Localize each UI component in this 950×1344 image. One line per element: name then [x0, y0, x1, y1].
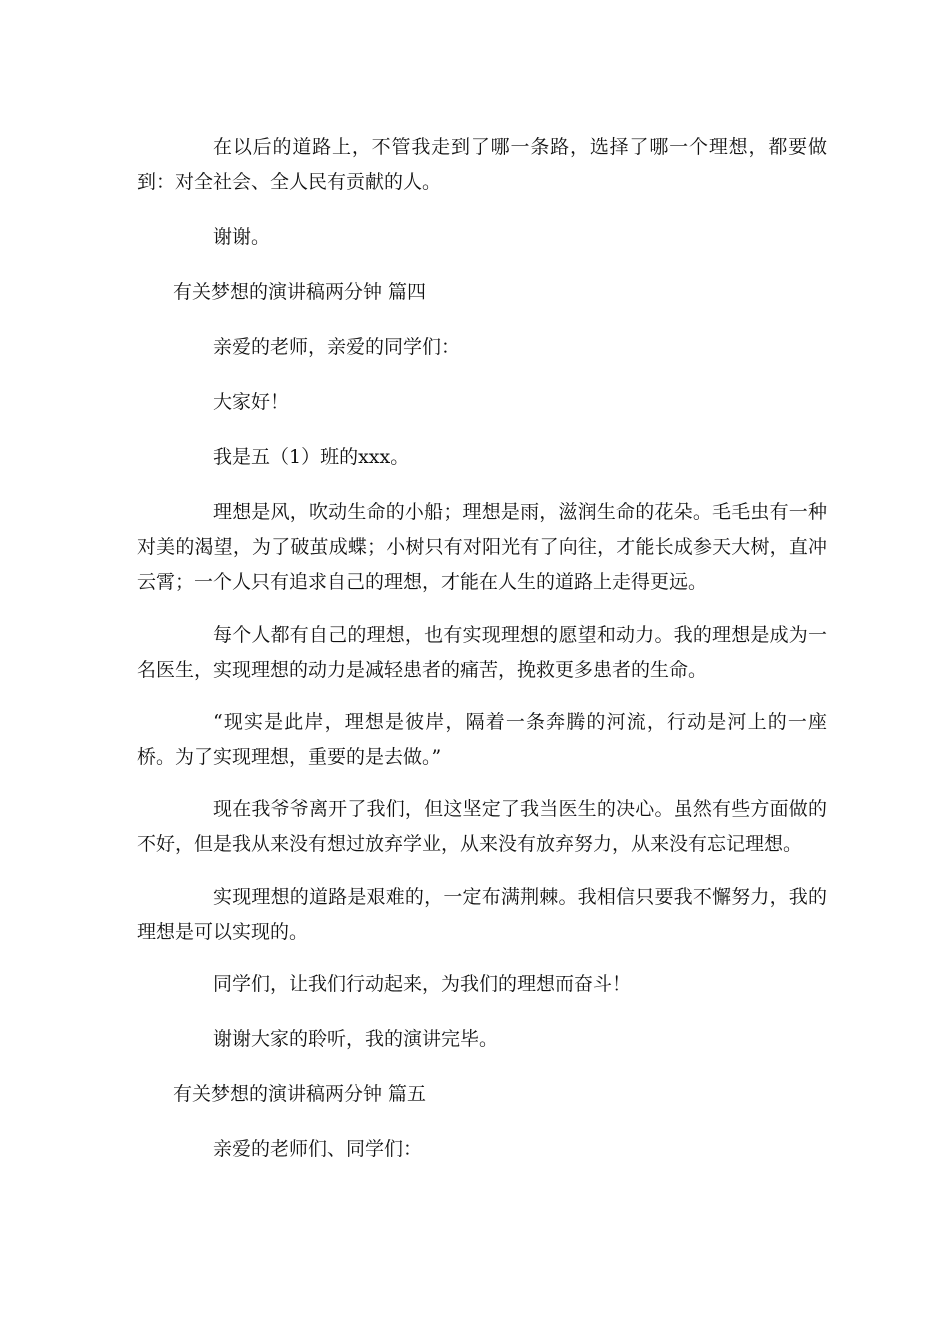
paragraph-thanks-listening: 谢谢大家的聆听，我的演讲完毕。 — [213, 1028, 499, 1050]
paragraph-self-intro: 我是五（1）班的xxx。 — [213, 446, 410, 468]
paragraph-closing-commitment: 在以后的道路上，不管我走到了哪一条路，选择了哪一个理想，都要做到：对全社会、全人民有贡献的人。 — [137, 136, 827, 193]
paragraph-call-to-action: 同学们，让我们行动起来，为我们的理想而奋斗！ — [213, 973, 632, 995]
paragraph-greeting-teachers-students: 亲爱的老师们、同学们： — [213, 1138, 423, 1160]
paragraph-thanks: 谢谢。 — [213, 226, 271, 248]
paragraph-quote-bridge: “现实是此岸，理想是彼岸，隔着一条奔腾的河流，行动是河上的一座桥。为了实现理想，重要的是去做。” — [137, 711, 827, 768]
paragraph-hello-everyone: 大家好！ — [213, 391, 290, 413]
paragraph-ideal-metaphor: 理想是风，吹动生命的小船；理想是雨，滋润生命的花朵。毛毛虫有一种对美的渴望，为了破茧成蝶；小树只有对阳光有了向往，才能长成参天大树，直冲云霄；一个人只有追求自己的理想，才能在人生的道路上走得更远。 — [137, 501, 827, 593]
section-heading-part-four: 有关梦想的演讲稿两分钟 篇四 — [173, 281, 427, 303]
paragraph-grandfather: 现在我爷爷离开了我们，但这坚定了我当医生的决心。虽然有些方面做的不好，但是我从来没有想过放弃学业，从来没有放弃努力，从来没有忘记理想。 — [137, 798, 827, 855]
paragraph-greeting-teachers: 亲爱的老师，亲爱的同学们： — [213, 336, 461, 358]
section-heading-part-five: 有关梦想的演讲稿两分钟 篇五 — [173, 1083, 427, 1105]
paragraph-doctor-dream: 每个人都有自己的理想，也有实现理想的愿望和动力。我的理想是成为一名医生，实现理想的动力是减轻患者的痛苦，挽救更多患者的生命。 — [137, 624, 827, 681]
paragraph-hard-road: 实现理想的道路是艰难的，一定布满荆棘。我相信只要我不懈努力，我的理想是可以实现的。 — [137, 886, 827, 943]
